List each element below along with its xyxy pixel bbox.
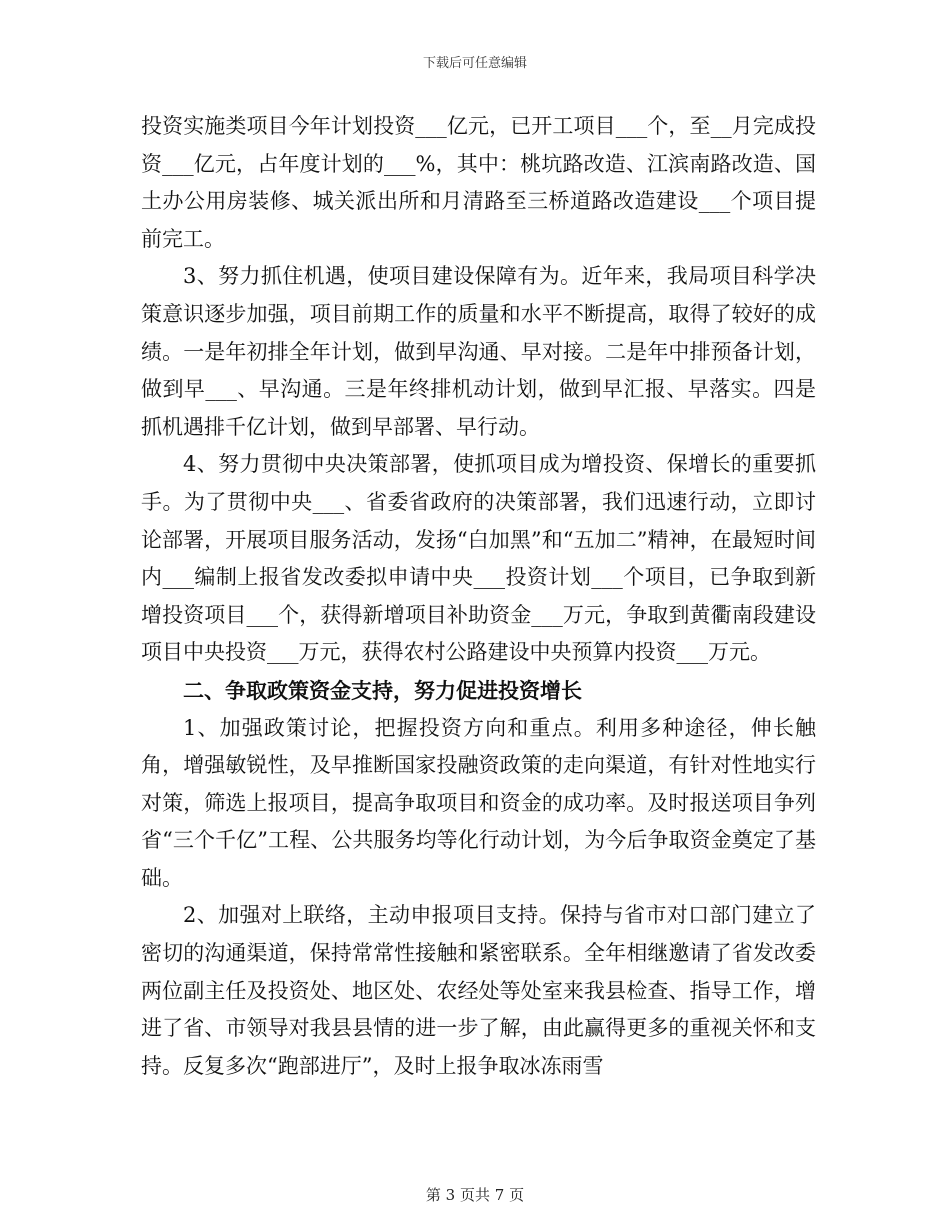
- document-body: [141, 108, 816, 1085]
- page-footer: 第 3 页共 7 页: [425, 1186, 525, 1204]
- section-heading: 二、争取政策资金支持，努力促进投资增长: [183, 677, 582, 703]
- paragraph-item-4: 4、努力贯彻中央决策部署，使抓项目成为增投资、保增长的重要抓手。为了贯彻中央___、省委省政府的决策部署，我们迅速行动，立即讨论部署，开展项目服务活动，发扬“白加黑”和“五加二”精神，在最短时间内___编制上报省发改委拟申请中央___投资计划___个项目，已争取到新增投资项目___个，获得新增项目补助资金___万元，争取到黄衢南段建设项目中央投资___万元，获得农村公路建设中央预算内投资___万元。: [141, 452, 816, 665]
- paragraph-item-1: 1、加强政策讨论，把握投资方向和重点。利用多种途径，伸长触角，增强敏锐性，及早推断国家投融资政策的走向渠道，有针对性地实行对策，筛选上报项目，提高争取项目和资金的成功率。及时报送项目争列省“三个千亿”工程、公共服务均等化行动计划，为今后争取资金奠定了基础。: [141, 715, 816, 890]
- paragraph-item-2: 2、加强对上联络，主动申报项目支持。保持与省市对口部门建立了密切的沟通渠道，保持常常性接触和紧密联系。全年相继邀请了省发改委两位副主任及投资处、地区处、农经处等处室来我县检查、指导工作，增进了省、市领导对我县县情的进一步了解，由此赢得更多的重视关怀和支持。反复多次“跑部进厅”，及时上报争取冰冻雨雪: [141, 903, 816, 1078]
- paragraph-item-3: 3、努力抓住机遇，使项目建设保障有为。近年来，我局项目科学决策意识逐步加强，项目前期工作的质量和水平不断提高，取得了较好的成绩。一是年初排全年计划，做到早沟通、早对接。二是年中排预备计划，做到早___、早沟通。三是年终排机动计划，做到早汇报、早落实。四是抓机遇排千亿计划，做到早部署、早行动。: [141, 264, 816, 439]
- paragraph-continuation: 投资实施类项目今年计划投资___亿元，已开工项目___个，至__月完成投资___亿元，占年度计划的___%，其中：桃坑路改造、江滨南路改造、国土办公用房装修、城关派出所和月清路至三桥道路改造建设___个项目提前完工。: [141, 114, 816, 251]
- page-header: 下载后可任意编辑: [422, 56, 527, 71]
